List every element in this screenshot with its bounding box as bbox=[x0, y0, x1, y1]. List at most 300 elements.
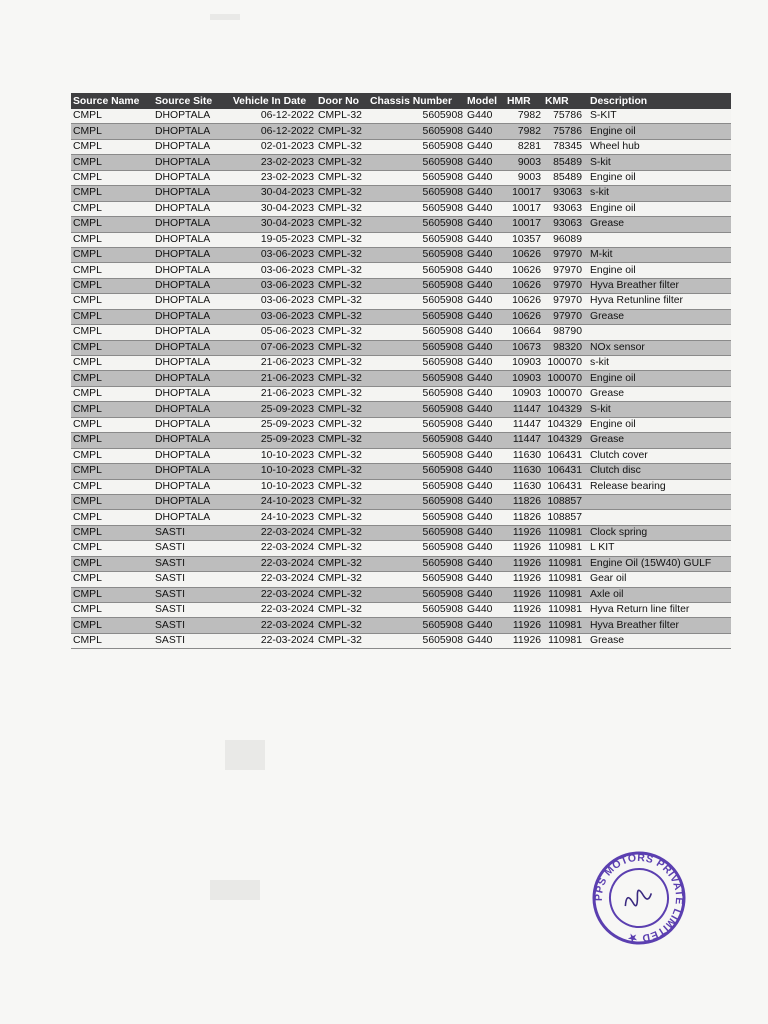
cell-kmr: 104329 bbox=[543, 417, 584, 432]
cell-kmr: 110981 bbox=[543, 541, 584, 556]
cell-door-no: CMPL-32 bbox=[316, 247, 368, 262]
scan-smudge bbox=[210, 14, 240, 20]
cell-description: Grease bbox=[584, 309, 731, 324]
cell-model: G440 bbox=[465, 417, 505, 432]
cell-model: G440 bbox=[465, 371, 505, 386]
cell-vehicle-in-date: 02-01-2023 bbox=[223, 139, 316, 154]
scan-smudge bbox=[225, 740, 265, 770]
cell-chassis-number: 5605908 bbox=[368, 371, 465, 386]
cell-chassis-number: 5605908 bbox=[368, 603, 465, 618]
scan-smudge bbox=[210, 880, 260, 900]
cell-vehicle-in-date: 03-06-2023 bbox=[223, 278, 316, 293]
table-row bbox=[71, 556, 731, 571]
table-row bbox=[71, 464, 731, 479]
cell-source-name: CMPL bbox=[71, 633, 153, 648]
cell-door-no: CMPL-32 bbox=[316, 371, 368, 386]
table-row bbox=[71, 186, 731, 201]
cell-vehicle-in-date: 22-03-2024 bbox=[223, 541, 316, 556]
col-header-door-no: Door No bbox=[316, 93, 368, 109]
cell-door-no: CMPL-32 bbox=[316, 217, 368, 232]
company-stamp bbox=[584, 848, 694, 948]
cell-kmr: 98320 bbox=[543, 340, 584, 355]
cell-source-site: DHOPTALA bbox=[153, 325, 223, 340]
cell-model: G440 bbox=[465, 309, 505, 324]
cell-chassis-number: 5605908 bbox=[368, 494, 465, 509]
cell-door-no: CMPL-32 bbox=[316, 618, 368, 633]
cell-source-site: SASTI bbox=[153, 572, 223, 587]
cell-model: G440 bbox=[465, 124, 505, 139]
cell-hmr: 11447 bbox=[505, 402, 543, 417]
cell-model: G440 bbox=[465, 263, 505, 278]
col-header-kmr: KMR bbox=[543, 93, 584, 109]
cell-description: Hyva Retunline filter bbox=[584, 294, 731, 309]
table-body bbox=[71, 109, 731, 649]
cell-source-site: SASTI bbox=[153, 587, 223, 602]
cell-source-site: DHOPTALA bbox=[153, 464, 223, 479]
cell-kmr: 106431 bbox=[543, 448, 584, 463]
col-header-vehicle-in-date: Vehicle In Date bbox=[223, 93, 316, 109]
cell-chassis-number: 5605908 bbox=[368, 217, 465, 232]
cell-kmr: 110981 bbox=[543, 587, 584, 602]
cell-vehicle-in-date: 03-06-2023 bbox=[223, 294, 316, 309]
cell-door-no: CMPL-32 bbox=[316, 603, 368, 618]
cell-model: G440 bbox=[465, 325, 505, 340]
cell-model: G440 bbox=[465, 247, 505, 262]
cell-vehicle-in-date: 05-06-2023 bbox=[223, 325, 316, 340]
cell-chassis-number: 5605908 bbox=[368, 587, 465, 602]
cell-source-name: CMPL bbox=[71, 371, 153, 386]
table-row bbox=[71, 541, 731, 556]
cell-chassis-number: 5605908 bbox=[368, 525, 465, 540]
cell-chassis-number: 5605908 bbox=[368, 572, 465, 587]
table-row bbox=[71, 433, 731, 448]
cell-vehicle-in-date: 22-03-2024 bbox=[223, 633, 316, 648]
cell-source-name: CMPL bbox=[71, 139, 153, 154]
cell-model: G440 bbox=[465, 278, 505, 293]
table-row bbox=[71, 247, 731, 262]
cell-description: L KIT bbox=[584, 541, 731, 556]
cell-model: G440 bbox=[465, 556, 505, 571]
cell-source-site: DHOPTALA bbox=[153, 371, 223, 386]
cell-source-name: CMPL bbox=[71, 356, 153, 371]
cell-chassis-number: 5605908 bbox=[368, 124, 465, 139]
cell-door-no: CMPL-32 bbox=[316, 232, 368, 247]
cell-kmr: 93063 bbox=[543, 201, 584, 216]
cell-chassis-number: 5605908 bbox=[368, 247, 465, 262]
cell-kmr: 108857 bbox=[543, 494, 584, 509]
cell-chassis-number: 5605908 bbox=[368, 402, 465, 417]
cell-description: Grease bbox=[584, 433, 731, 448]
cell-source-name: CMPL bbox=[71, 603, 153, 618]
cell-hmr: 10626 bbox=[505, 294, 543, 309]
cell-door-no: CMPL-32 bbox=[316, 340, 368, 355]
table-row bbox=[71, 170, 731, 185]
cell-description: Engine oil bbox=[584, 170, 731, 185]
cell-vehicle-in-date: 30-04-2023 bbox=[223, 186, 316, 201]
cell-vehicle-in-date: 07-06-2023 bbox=[223, 340, 316, 355]
cell-door-no: CMPL-32 bbox=[316, 402, 368, 417]
cell-hmr: 10626 bbox=[505, 278, 543, 293]
cell-source-site: DHOPTALA bbox=[153, 402, 223, 417]
cell-description: Engine oil bbox=[584, 263, 731, 278]
cell-description: Engine oil bbox=[584, 417, 731, 432]
table-row bbox=[71, 201, 731, 216]
cell-hmr: 11630 bbox=[505, 448, 543, 463]
cell-hmr: 7982 bbox=[505, 109, 543, 124]
cell-kmr: 110981 bbox=[543, 572, 584, 587]
cell-vehicle-in-date: 06-12-2022 bbox=[223, 124, 316, 139]
cell-description: Grease bbox=[584, 386, 731, 401]
table-row bbox=[71, 479, 731, 494]
cell-chassis-number: 5605908 bbox=[368, 109, 465, 124]
cell-source-site: DHOPTALA bbox=[153, 232, 223, 247]
cell-kmr: 97970 bbox=[543, 263, 584, 278]
cell-description: S-kit bbox=[584, 402, 731, 417]
cell-door-no: CMPL-32 bbox=[316, 356, 368, 371]
cell-hmr: 11926 bbox=[505, 587, 543, 602]
cell-model: G440 bbox=[465, 541, 505, 556]
cell-kmr: 110981 bbox=[543, 525, 584, 540]
cell-source-name: CMPL bbox=[71, 556, 153, 571]
cell-description: Wheel hub bbox=[584, 139, 731, 154]
cell-door-no: CMPL-32 bbox=[316, 186, 368, 201]
cell-source-site: DHOPTALA bbox=[153, 263, 223, 278]
table-row bbox=[71, 618, 731, 633]
cell-model: G440 bbox=[465, 402, 505, 417]
cell-source-site: DHOPTALA bbox=[153, 494, 223, 509]
cell-kmr: 97970 bbox=[543, 309, 584, 324]
cell-door-no: CMPL-32 bbox=[316, 464, 368, 479]
cell-chassis-number: 5605908 bbox=[368, 139, 465, 154]
cell-door-no: CMPL-32 bbox=[316, 494, 368, 509]
cell-description: s-kit bbox=[584, 186, 731, 201]
cell-source-site: SASTI bbox=[153, 541, 223, 556]
table-row bbox=[71, 217, 731, 232]
cell-vehicle-in-date: 30-04-2023 bbox=[223, 217, 316, 232]
cell-hmr: 11630 bbox=[505, 464, 543, 479]
cell-model: G440 bbox=[465, 109, 505, 124]
table-row bbox=[71, 139, 731, 154]
cell-description: s-kit bbox=[584, 356, 731, 371]
cell-source-name: CMPL bbox=[71, 479, 153, 494]
cell-vehicle-in-date: 22-03-2024 bbox=[223, 587, 316, 602]
cell-source-site: DHOPTALA bbox=[153, 217, 223, 232]
cell-door-no: CMPL-32 bbox=[316, 479, 368, 494]
cell-kmr: 100070 bbox=[543, 386, 584, 401]
cell-description: Engine oil bbox=[584, 201, 731, 216]
col-header-model: Model bbox=[465, 93, 505, 109]
cell-model: G440 bbox=[465, 232, 505, 247]
svg-text:PPS MOTORS PRIVATE LIMITED ★: PPS MOTORS PRIVATE LIMITED ★ bbox=[592, 851, 686, 945]
cell-description: Engine Oil (15W40) GULF bbox=[584, 556, 731, 571]
cell-door-no: CMPL-32 bbox=[316, 525, 368, 540]
cell-description: Clock spring bbox=[584, 525, 731, 540]
cell-hmr: 8281 bbox=[505, 139, 543, 154]
table-row bbox=[71, 309, 731, 324]
table-row bbox=[71, 232, 731, 247]
table-row bbox=[71, 525, 731, 540]
cell-kmr: 110981 bbox=[543, 633, 584, 648]
table-row bbox=[71, 510, 731, 525]
cell-kmr: 78345 bbox=[543, 139, 584, 154]
table-row bbox=[71, 402, 731, 417]
cell-kmr: 85489 bbox=[543, 170, 584, 185]
cell-source-site: DHOPTALA bbox=[153, 448, 223, 463]
cell-door-no: CMPL-32 bbox=[316, 201, 368, 216]
cell-hmr: 11447 bbox=[505, 433, 543, 448]
cell-source-site: DHOPTALA bbox=[153, 201, 223, 216]
cell-kmr: 110981 bbox=[543, 618, 584, 633]
cell-model: G440 bbox=[465, 139, 505, 154]
cell-chassis-number: 5605908 bbox=[368, 309, 465, 324]
cell-description: Gear oil bbox=[584, 572, 731, 587]
cell-chassis-number: 5605908 bbox=[368, 448, 465, 463]
cell-door-no: CMPL-32 bbox=[316, 170, 368, 185]
cell-source-name: CMPL bbox=[71, 587, 153, 602]
cell-chassis-number: 5605908 bbox=[368, 356, 465, 371]
cell-door-no: CMPL-32 bbox=[316, 587, 368, 602]
cell-vehicle-in-date: 10-10-2023 bbox=[223, 464, 316, 479]
cell-source-site: SASTI bbox=[153, 633, 223, 648]
cell-chassis-number: 5605908 bbox=[368, 186, 465, 201]
cell-chassis-number: 5605908 bbox=[368, 464, 465, 479]
cell-description: NOx sensor bbox=[584, 340, 731, 355]
cell-chassis-number: 5605908 bbox=[368, 417, 465, 432]
cell-source-name: CMPL bbox=[71, 263, 153, 278]
cell-description: Clutch disc bbox=[584, 464, 731, 479]
cell-source-name: CMPL bbox=[71, 618, 153, 633]
cell-kmr: 85489 bbox=[543, 155, 584, 170]
cell-hmr: 10626 bbox=[505, 247, 543, 262]
cell-vehicle-in-date: 25-09-2023 bbox=[223, 402, 316, 417]
cell-chassis-number: 5605908 bbox=[368, 386, 465, 401]
cell-vehicle-in-date: 21-06-2023 bbox=[223, 371, 316, 386]
cell-hmr: 11926 bbox=[505, 525, 543, 540]
cell-door-no: CMPL-32 bbox=[316, 448, 368, 463]
cell-hmr: 11926 bbox=[505, 633, 543, 648]
cell-source-name: CMPL bbox=[71, 232, 153, 247]
cell-source-name: CMPL bbox=[71, 201, 153, 216]
table-row bbox=[71, 325, 731, 340]
cell-description bbox=[584, 510, 731, 525]
maintenance-log bbox=[71, 93, 731, 649]
cell-hmr: 11826 bbox=[505, 510, 543, 525]
cell-kmr: 104329 bbox=[543, 402, 584, 417]
cell-door-no: CMPL-32 bbox=[316, 633, 368, 648]
cell-source-name: CMPL bbox=[71, 572, 153, 587]
col-header-hmr: HMR bbox=[505, 93, 543, 109]
cell-model: G440 bbox=[465, 170, 505, 185]
cell-source-site: DHOPTALA bbox=[153, 433, 223, 448]
table-row bbox=[71, 109, 731, 124]
cell-vehicle-in-date: 22-03-2024 bbox=[223, 603, 316, 618]
cell-source-site: DHOPTALA bbox=[153, 170, 223, 185]
cell-chassis-number: 5605908 bbox=[368, 232, 465, 247]
cell-source-site: DHOPTALA bbox=[153, 278, 223, 293]
cell-model: G440 bbox=[465, 356, 505, 371]
cell-kmr: 96089 bbox=[543, 232, 584, 247]
cell-door-no: CMPL-32 bbox=[316, 510, 368, 525]
cell-source-name: CMPL bbox=[71, 386, 153, 401]
cell-description bbox=[584, 232, 731, 247]
cell-kmr: 110981 bbox=[543, 603, 584, 618]
cell-kmr: 97970 bbox=[543, 278, 584, 293]
table-row bbox=[71, 603, 731, 618]
cell-hmr: 10903 bbox=[505, 371, 543, 386]
cell-model: G440 bbox=[465, 217, 505, 232]
cell-hmr: 11926 bbox=[505, 556, 543, 571]
cell-model: G440 bbox=[465, 603, 505, 618]
cell-hmr: 9003 bbox=[505, 155, 543, 170]
col-header-source-name: Source Name bbox=[71, 93, 153, 109]
cell-model: G440 bbox=[465, 494, 505, 509]
table-row bbox=[71, 340, 731, 355]
cell-model: G440 bbox=[465, 510, 505, 525]
cell-door-no: CMPL-32 bbox=[316, 433, 368, 448]
cell-kmr: 93063 bbox=[543, 186, 584, 201]
table-row bbox=[71, 587, 731, 602]
cell-description: Engine oil bbox=[584, 371, 731, 386]
cell-chassis-number: 5605908 bbox=[368, 541, 465, 556]
cell-chassis-number: 5605908 bbox=[368, 340, 465, 355]
table-header-row bbox=[71, 93, 731, 109]
cell-door-no: CMPL-32 bbox=[316, 155, 368, 170]
cell-source-site: DHOPTALA bbox=[153, 309, 223, 324]
cell-source-name: CMPL bbox=[71, 186, 153, 201]
cell-door-no: CMPL-32 bbox=[316, 139, 368, 154]
cell-source-site: SASTI bbox=[153, 556, 223, 571]
cell-source-site: DHOPTALA bbox=[153, 356, 223, 371]
cell-hmr: 11926 bbox=[505, 572, 543, 587]
table-row bbox=[71, 633, 731, 648]
cell-vehicle-in-date: 25-09-2023 bbox=[223, 417, 316, 432]
cell-kmr: 75786 bbox=[543, 109, 584, 124]
table-row bbox=[71, 386, 731, 401]
cell-vehicle-in-date: 25-09-2023 bbox=[223, 433, 316, 448]
cell-source-name: CMPL bbox=[71, 494, 153, 509]
cell-kmr: 106431 bbox=[543, 479, 584, 494]
cell-chassis-number: 5605908 bbox=[368, 278, 465, 293]
cell-model: G440 bbox=[465, 201, 505, 216]
cell-source-name: CMPL bbox=[71, 217, 153, 232]
cell-model: G440 bbox=[465, 572, 505, 587]
cell-description: Grease bbox=[584, 217, 731, 232]
col-header-chassis-number: Chassis Number bbox=[368, 93, 465, 109]
cell-source-site: DHOPTALA bbox=[153, 109, 223, 124]
cell-model: G440 bbox=[465, 340, 505, 355]
cell-chassis-number: 5605908 bbox=[368, 556, 465, 571]
cell-model: G440 bbox=[465, 433, 505, 448]
cell-hmr: 10017 bbox=[505, 186, 543, 201]
cell-description bbox=[584, 494, 731, 509]
cell-description: M-kit bbox=[584, 247, 731, 262]
cell-vehicle-in-date: 19-05-2023 bbox=[223, 232, 316, 247]
cell-vehicle-in-date: 06-12-2022 bbox=[223, 109, 316, 124]
cell-source-site: SASTI bbox=[153, 525, 223, 540]
cell-chassis-number: 5605908 bbox=[368, 633, 465, 648]
cell-hmr: 11630 bbox=[505, 479, 543, 494]
cell-source-name: CMPL bbox=[71, 155, 153, 170]
cell-hmr: 10626 bbox=[505, 309, 543, 324]
cell-source-name: CMPL bbox=[71, 124, 153, 139]
cell-vehicle-in-date: 03-06-2023 bbox=[223, 309, 316, 324]
cell-vehicle-in-date: 03-06-2023 bbox=[223, 247, 316, 262]
cell-vehicle-in-date: 30-04-2023 bbox=[223, 201, 316, 216]
cell-source-name: CMPL bbox=[71, 340, 153, 355]
cell-model: G440 bbox=[465, 294, 505, 309]
cell-vehicle-in-date: 24-10-2023 bbox=[223, 494, 316, 509]
cell-door-no: CMPL-32 bbox=[316, 278, 368, 293]
cell-description bbox=[584, 325, 731, 340]
table-row bbox=[71, 278, 731, 293]
cell-kmr: 108857 bbox=[543, 510, 584, 525]
cell-model: G440 bbox=[465, 155, 505, 170]
cell-source-name: CMPL bbox=[71, 464, 153, 479]
table-row bbox=[71, 494, 731, 509]
cell-description: Clutch cover bbox=[584, 448, 731, 463]
cell-door-no: CMPL-32 bbox=[316, 325, 368, 340]
cell-chassis-number: 5605908 bbox=[368, 294, 465, 309]
cell-chassis-number: 5605908 bbox=[368, 325, 465, 340]
cell-model: G440 bbox=[465, 633, 505, 648]
cell-hmr: 11926 bbox=[505, 541, 543, 556]
cell-vehicle-in-date: 23-02-2023 bbox=[223, 170, 316, 185]
cell-description: Hyva Breather filter bbox=[584, 278, 731, 293]
cell-model: G440 bbox=[465, 618, 505, 633]
cell-chassis-number: 5605908 bbox=[368, 433, 465, 448]
cell-source-site: DHOPTALA bbox=[153, 139, 223, 154]
cell-vehicle-in-date: 21-06-2023 bbox=[223, 386, 316, 401]
cell-source-name: CMPL bbox=[71, 541, 153, 556]
cell-hmr: 10357 bbox=[505, 232, 543, 247]
cell-door-no: CMPL-32 bbox=[316, 294, 368, 309]
cell-chassis-number: 5605908 bbox=[368, 263, 465, 278]
cell-source-site: DHOPTALA bbox=[153, 340, 223, 355]
cell-kmr: 75786 bbox=[543, 124, 584, 139]
cell-model: G440 bbox=[465, 525, 505, 540]
cell-kmr: 98790 bbox=[543, 325, 584, 340]
cell-door-no: CMPL-32 bbox=[316, 309, 368, 324]
cell-chassis-number: 5605908 bbox=[368, 510, 465, 525]
cell-model: G440 bbox=[465, 186, 505, 201]
table-row bbox=[71, 294, 731, 309]
cell-door-no: CMPL-32 bbox=[316, 109, 368, 124]
cell-door-no: CMPL-32 bbox=[316, 541, 368, 556]
cell-source-site: DHOPTALA bbox=[153, 247, 223, 262]
maintenance-table bbox=[71, 93, 731, 649]
cell-vehicle-in-date: 22-03-2024 bbox=[223, 525, 316, 540]
cell-model: G440 bbox=[465, 587, 505, 602]
cell-source-name: CMPL bbox=[71, 294, 153, 309]
cell-source-site: DHOPTALA bbox=[153, 186, 223, 201]
table-row bbox=[71, 124, 731, 139]
cell-hmr: 11447 bbox=[505, 417, 543, 432]
cell-vehicle-in-date: 22-03-2024 bbox=[223, 618, 316, 633]
cell-hmr: 11826 bbox=[505, 494, 543, 509]
cell-description: Grease bbox=[584, 633, 731, 648]
cell-door-no: CMPL-32 bbox=[316, 263, 368, 278]
cell-hmr: 10017 bbox=[505, 201, 543, 216]
cell-kmr: 104329 bbox=[543, 433, 584, 448]
cell-source-name: CMPL bbox=[71, 510, 153, 525]
cell-vehicle-in-date: 03-06-2023 bbox=[223, 263, 316, 278]
cell-kmr: 100070 bbox=[543, 356, 584, 371]
cell-model: G440 bbox=[465, 464, 505, 479]
cell-kmr: 100070 bbox=[543, 371, 584, 386]
cell-description: S-KIT bbox=[584, 109, 731, 124]
cell-vehicle-in-date: 10-10-2023 bbox=[223, 448, 316, 463]
cell-source-site: DHOPTALA bbox=[153, 510, 223, 525]
